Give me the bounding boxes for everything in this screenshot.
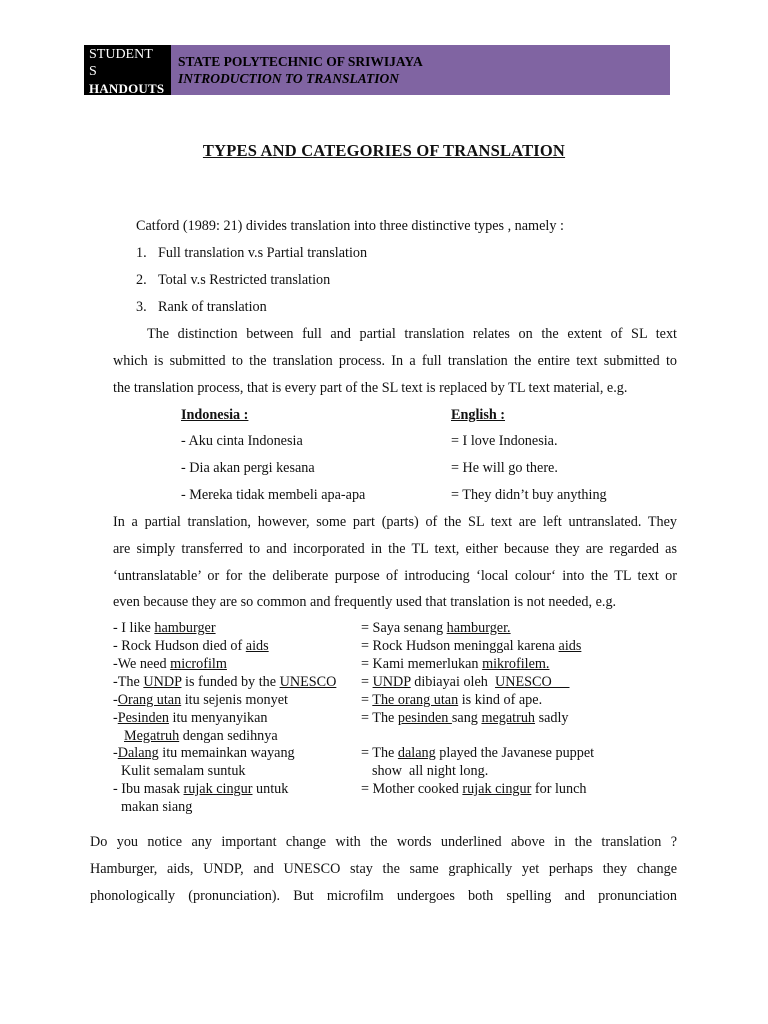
text: sadly — [535, 710, 569, 726]
example-target: = I love Indonesia. — [451, 433, 558, 449]
paragraph-1-line: which is submitted to the translation process. In a full translation the entire text submitted to — [113, 353, 677, 369]
underlined-word: Megatruh — [124, 728, 180, 744]
text: = Kami memerlukan — [361, 656, 483, 672]
paragraph-3-line: phonologically (pronunciation). But microfilm undergoes both spelling and pronunciation — [90, 888, 677, 904]
text: for lunch — [531, 781, 587, 797]
list-item — [136, 244, 368, 262]
list-item — [136, 271, 331, 289]
paragraph-3-line: Hamburger, aids, UNDP, and UNESCO stay the same graphically yet perhaps they change — [90, 861, 677, 877]
list-text: Total v.s Restricted translation — [158, 272, 331, 288]
example-source: - Aku cinta Indonesia — [181, 433, 303, 449]
underlined-word: UNDP — [372, 674, 411, 690]
partial-source-cont: makan siang — [121, 799, 193, 815]
partial-target — [361, 709, 569, 727]
underlined-word: megatruh — [481, 710, 536, 726]
partial-source — [113, 780, 288, 798]
underlined-word: aids — [245, 638, 269, 654]
partial-target-cont: show all night long. — [372, 763, 489, 779]
text: - — [113, 745, 118, 761]
intro-text: Catford (1989: 21) divides translation into three distinctive types , namely : — [136, 218, 564, 234]
list-text: Full translation v.s Partial translation — [158, 245, 368, 261]
text: - Ibu masak — [113, 781, 184, 797]
label-line-1: STUDENT — [89, 47, 153, 62]
example-target: = He will go there. — [451, 460, 558, 476]
paragraph-3-line: Do you notice any important change with the words underlined above in the translation ? — [90, 834, 677, 850]
text: - Rock Hudson died of — [113, 638, 246, 654]
list-number: 3. — [136, 299, 147, 315]
text: - — [113, 692, 118, 708]
underlined-word: rujak cingur — [462, 781, 532, 797]
partial-target — [361, 619, 511, 637]
underlined-word: dalang — [397, 745, 436, 761]
text: = Saya senang — [361, 620, 447, 636]
text: = — [361, 674, 373, 690]
underlined-word: The orang utan — [372, 692, 459, 708]
header-banner — [84, 45, 670, 95]
partial-source — [113, 744, 295, 762]
text: sang — [451, 710, 482, 726]
paragraph-2-line: In a partial translation, however, some part (parts) of the SL text are left untranslated. They — [113, 514, 677, 530]
text: itu memainkan wayang — [158, 745, 295, 761]
partial-target — [361, 691, 542, 709]
paragraph-2-line: ‘untranslatable’ or for the deliberate purpose of introducing ‘local colour‘ into the TL text or — [113, 568, 677, 584]
text: is funded by the — [181, 674, 280, 690]
text: played the Javanese puppet — [435, 745, 595, 761]
underlined-word: microfilm — [170, 656, 227, 672]
label-line-2: S — [89, 64, 97, 79]
underlined-word: UNESCO — [279, 674, 337, 690]
text: -The — [113, 674, 144, 690]
text: - — [113, 710, 118, 726]
text: dibiayai oleh — [410, 674, 495, 690]
text: itu menyanyikan — [168, 710, 268, 726]
list-number: 2. — [136, 272, 147, 288]
partial-target — [361, 655, 549, 673]
partial-source-cont: Kulit semalam suntuk — [121, 763, 246, 779]
underlined-word: UNESCO — [495, 674, 570, 690]
list-text: Rank of translation — [158, 299, 267, 315]
text: = Rock Hudson meninggal karena — [361, 638, 559, 654]
partial-source — [113, 691, 288, 709]
text: is kind of ape. — [458, 692, 543, 708]
paragraph-2-line: even because they are so common and frequently used that translation is not needed, e.g. — [113, 594, 617, 610]
partial-source — [113, 655, 227, 673]
partial-source — [113, 673, 336, 691]
underlined-word: mikrofilem. — [482, 656, 550, 672]
text: = Mother cooked — [361, 781, 463, 797]
underlined-word: Orang utan — [117, 692, 182, 708]
text: -We need — [113, 656, 171, 672]
institution-name: STATE POLYTECHNIC OF SRIWIJAYA — [178, 54, 423, 69]
partial-source — [113, 709, 267, 727]
underlined-word: aids — [558, 638, 582, 654]
example-source: - Mereka tidak membeli apa-apa — [181, 487, 366, 503]
paragraph-2-line: are simply transferred to and incorporated in the TL text, either because they are regarded as — [113, 541, 677, 557]
column-head-indonesia: Indonesia : — [181, 407, 249, 423]
underlined-word: Pesinden — [117, 710, 169, 726]
text: itu sejenis monyet — [181, 692, 288, 708]
paragraph-1-line: The distinction between full and partial translation relates on the extent of SL text — [147, 326, 677, 342]
underlined-word: UNDP — [143, 674, 182, 690]
example-source: - Dia akan pergi kesana — [181, 460, 315, 476]
list-item — [136, 298, 267, 316]
list-number: 1. — [136, 245, 147, 261]
example-target: = They didn’t buy anything — [451, 487, 607, 503]
partial-source — [113, 637, 269, 655]
underlined-word: Dalang — [117, 745, 159, 761]
underlined-word: hamburger — [154, 620, 216, 636]
partial-source-cont — [124, 727, 278, 745]
partial-source — [113, 619, 216, 637]
partial-target — [361, 673, 570, 691]
partial-target — [361, 637, 581, 655]
text: = The — [361, 745, 398, 761]
page-title: TYPES AND CATEGORIES OF TRANSLATION — [202, 141, 566, 160]
text: = The — [361, 710, 398, 726]
paragraph-1-line: the translation process, that is every part of the SL text is replaced by TL text material, e.g. — [113, 380, 628, 396]
text: - I like — [113, 620, 155, 636]
partial-target — [361, 780, 587, 798]
underlined-word: pesinden — [397, 710, 452, 726]
header-text — [178, 53, 423, 87]
partial-target — [361, 744, 594, 762]
underlined-word: hamburger. — [446, 620, 511, 636]
course-name: INTRODUCTION TO TRANSLATION — [178, 71, 400, 86]
handouts-label — [84, 45, 171, 95]
underlined-word: rujak cingur — [183, 781, 253, 797]
text: untuk — [252, 781, 289, 797]
text: dengan sedihnya — [179, 728, 278, 744]
text: = — [361, 692, 373, 708]
label-line-3: HANDOUTS — [89, 81, 165, 96]
column-head-english: English : — [451, 407, 506, 423]
